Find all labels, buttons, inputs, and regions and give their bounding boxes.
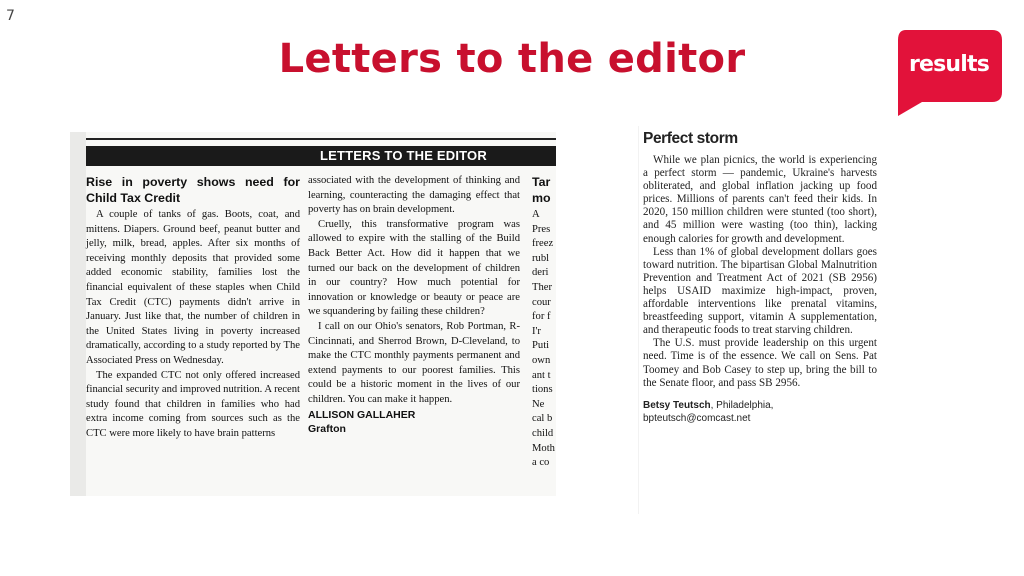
paragraph: While we plan picnics, the world is experiencing a perfect storm — pandemic, Ukraine's harvests obliterated, and global inflation jacking up food prices. Millions of parents can't feed their kids. In 2020, 150 million children were stunted (too short), and 45 million were wasting (too thin), lacking enough calories for growth and development.: [643, 154, 877, 245]
cropped-line: tions: [532, 384, 553, 396]
cropped-line: A: [532, 209, 540, 220]
letter-author: Betsy Teutsch: [643, 399, 711, 411]
paragraph: Cruelly, this transformative program was allowed to expire with the stalling of the Build Back Better Act. How did it happen that we turned our back on the development of children in our country? How much potential for innovation or knowledge or beauty or peace are we squandering by failing these children?: [308, 218, 520, 318]
cropped-line: freez: [532, 238, 554, 250]
cropped-headline-line: mo: [532, 191, 551, 205]
cropped-line: I'r: [532, 325, 541, 337]
slide-title: Letters to the editor: [278, 36, 746, 82]
cropped-line: Moth: [532, 442, 555, 454]
cropped-line: deri: [532, 267, 549, 279]
cropped-line: Pres: [532, 223, 551, 235]
paragraph: The expanded CTC not only offered increased financial security and improved nutrition. A recent study found that children in families who had extra income coming from sources such as the CTC were more likely to have brain patterns: [86, 369, 300, 439]
newspaper-clipping-2: [638, 126, 880, 514]
letter-location: Grafton: [308, 422, 346, 435]
logo-text: results: [908, 52, 990, 77]
cropped-line: ant t: [532, 369, 551, 381]
letter-author: ALLISON GALLAHER: [308, 408, 416, 421]
cropped-line: child: [532, 427, 554, 439]
results-logo: [896, 30, 1002, 116]
cropped-line: own: [532, 354, 551, 366]
letter-body: [643, 154, 877, 425]
letter-column-3-cropped: [532, 174, 556, 471]
letter-headline: Rise in poverty shows need for Child Tax Credit: [86, 175, 300, 205]
letter-headline: Perfect storm: [643, 130, 738, 147]
letter-column-2: [308, 174, 520, 436]
cropped-line: cal b: [532, 413, 553, 425]
paragraph: Less than 1% of global development dollars goes toward nutrition. The bipartisan Global Malnutrition Prevention and Treatment Act of 2021 (SB 2956) helps USAID maximize high-impact, proven, affordable interventions like prenatal vitamins, breastfeeding support, vitamin A supplementation, and therapeutic foods to treat starving children.: [643, 245, 877, 337]
paragraph: associated with the development of thinking and learning, counteracting the damaging effect that poverty has on brain development.: [308, 175, 520, 216]
letter-signature: [643, 399, 877, 412]
cropped-line: for f: [532, 311, 551, 323]
slide-number: 7: [6, 8, 15, 24]
cropped-line: cour: [532, 296, 551, 308]
divider: [86, 138, 556, 140]
cropped-line: a co: [532, 457, 550, 469]
letter-location: , Philadelphia,: [710, 399, 774, 411]
cropped-line: rubl: [532, 252, 550, 264]
paragraph: The U.S. must provide leadership on this urgent need. Time is of the essence. We call on Sens. Pat Toomey and Bob Casey to step up, bring the bill to the Senate floor, and pass SB 2956.: [643, 337, 877, 389]
letter-column-1: [86, 174, 300, 442]
cropped-headline-line: Tar: [532, 175, 551, 189]
banner-label: LETTERS TO THE EDITOR: [320, 148, 487, 163]
newspaper-clipping-1: [70, 132, 556, 496]
cropped-line: Ther: [532, 281, 552, 293]
cropped-line: Ne: [532, 398, 545, 410]
cropped-line: Puti: [532, 340, 550, 352]
paragraph: A couple of tanks of gas. Boots, coat, and mittens. Diapers. Ground beef, peanut butter and jelly, milk, bread, apples. After six months of receiving monthly deposits that provided some added economic stability, families lost the financial equivalent of these staples when Child Tax Credit (CTC) payments didn't arrive in January. Just like that, the number of children in the United States living in poverty increased dramatically, according to a study reported by The Associated Press on Wednesday.: [86, 209, 300, 366]
paragraph: I call on our Ohio's senators, Rob Portman, R-Cincinnati, and Sherrod Brown, D-Cleveland, to make the CTC monthly payments permanent and extend payments to our poorest families. This could be a historic moment in the lives of our children. You can make it happen.: [308, 320, 520, 405]
letter-email: bpteutsch@comcast.net: [643, 412, 751, 424]
